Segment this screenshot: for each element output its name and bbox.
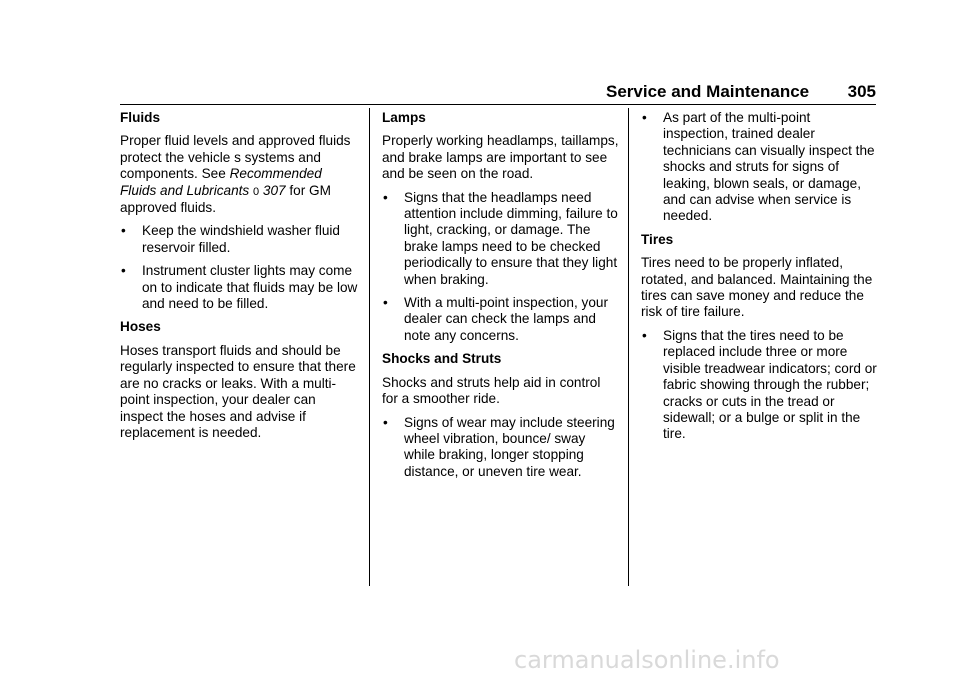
- column-2: [382, 110, 620, 487]
- fluids-intro-text: Proper fluid levels and approved fluids protect the vehicle s systems and components. See: [120, 133, 351, 182]
- lamps-paragraph: Properly working headlamps, taillamps, and brake lamps are important to see and be seen on the road.: [382, 133, 619, 182]
- bullet-icon: •: [642, 110, 647, 125]
- list-item-text: Instrument cluster lights may come on to indicate that fluids may be low and need to be filled.: [142, 263, 358, 312]
- fluids-intro-text-2: for GM approved fluids.: [120, 182, 331, 216]
- list-item: [382, 295, 620, 344]
- column-divider: [369, 108, 370, 586]
- reference-page: 307: [262, 182, 286, 198]
- tires-heading: Tires: [641, 231, 674, 247]
- reference-title: Recommended Fluids and Lubricants: [120, 166, 322, 198]
- fluids-paragraph: [120, 133, 360, 216]
- watermark-footer: carmanualsonline.info: [514, 646, 780, 674]
- page-number: 305: [847, 82, 876, 101]
- page-ref-arrow-icon: 0: [253, 185, 260, 198]
- list-item: [382, 190, 620, 288]
- tires-paragraph: Tires need to be properly inflated, rotated, and balanced. Maintaining the tires can save money and reduce the risk of tire failure.: [641, 255, 873, 320]
- list-item-text: With a multi-point inspection, your dealer can check the lamps and note any concerns.: [404, 295, 608, 343]
- shocks-paragraph: Shocks and struts help aid in control for a smoother ride.: [382, 374, 601, 407]
- list-item-text: Keep the windshield washer fluid reservoir filled.: [142, 223, 340, 255]
- fluids-heading: Fluids: [120, 110, 161, 125]
- list-item-text: As part of the multi-point inspection, trained dealer technicians can visually inspect the shocks and struts for signs of leaking, blown seals, or damage, and can advise when service is needed.: [663, 110, 875, 224]
- list-item-text: Signs that the headlamps need attention include dimming, failure to light, cracking, or damage. The brake lamps need to be checked periodically to ensure that they light when braking.: [404, 189, 618, 287]
- column-1: [120, 110, 360, 448]
- bullet-icon: •: [121, 263, 126, 279]
- column-divider: [628, 108, 629, 586]
- bullet-icon: •: [383, 189, 388, 205]
- list-item-text: Signs that the tires need to be replaced include three or more visible treadwear indicators; cord or fabric showing through the rubber; cracks or cuts in the tread or sidewall; or a bulge or split in the tire.: [663, 327, 877, 442]
- bullet-icon: •: [121, 223, 126, 239]
- hoses-paragraph: Hoses transport fluids and should be regularly inspected to ensure that there are no cracks or leaks. With a multi-point inspection, your dealer can inspect the hoses and advise if replacement is needed.: [120, 342, 356, 440]
- hoses-heading: Hoses: [120, 319, 161, 335]
- column-3: [641, 110, 879, 450]
- header-rule: [120, 104, 876, 105]
- lamps-heading: Lamps: [382, 110, 426, 125]
- list-item: [120, 223, 360, 256]
- list-item-text: Signs of wear may include steering wheel vibration, bounce/ sway while braking, longer stopping distance, or uneven tire wear.: [404, 414, 615, 479]
- bullet-icon: •: [642, 327, 647, 343]
- bullet-icon: •: [383, 414, 388, 430]
- section-title: Service and Maintenance: [606, 82, 810, 101]
- list-item: [120, 263, 360, 312]
- list-item: [641, 110, 879, 225]
- shocks-heading: Shocks and Struts: [382, 351, 502, 367]
- page-header: [606, 82, 876, 104]
- bullet-icon: •: [383, 295, 388, 311]
- list-item: [641, 328, 879, 443]
- list-item: [382, 415, 620, 481]
